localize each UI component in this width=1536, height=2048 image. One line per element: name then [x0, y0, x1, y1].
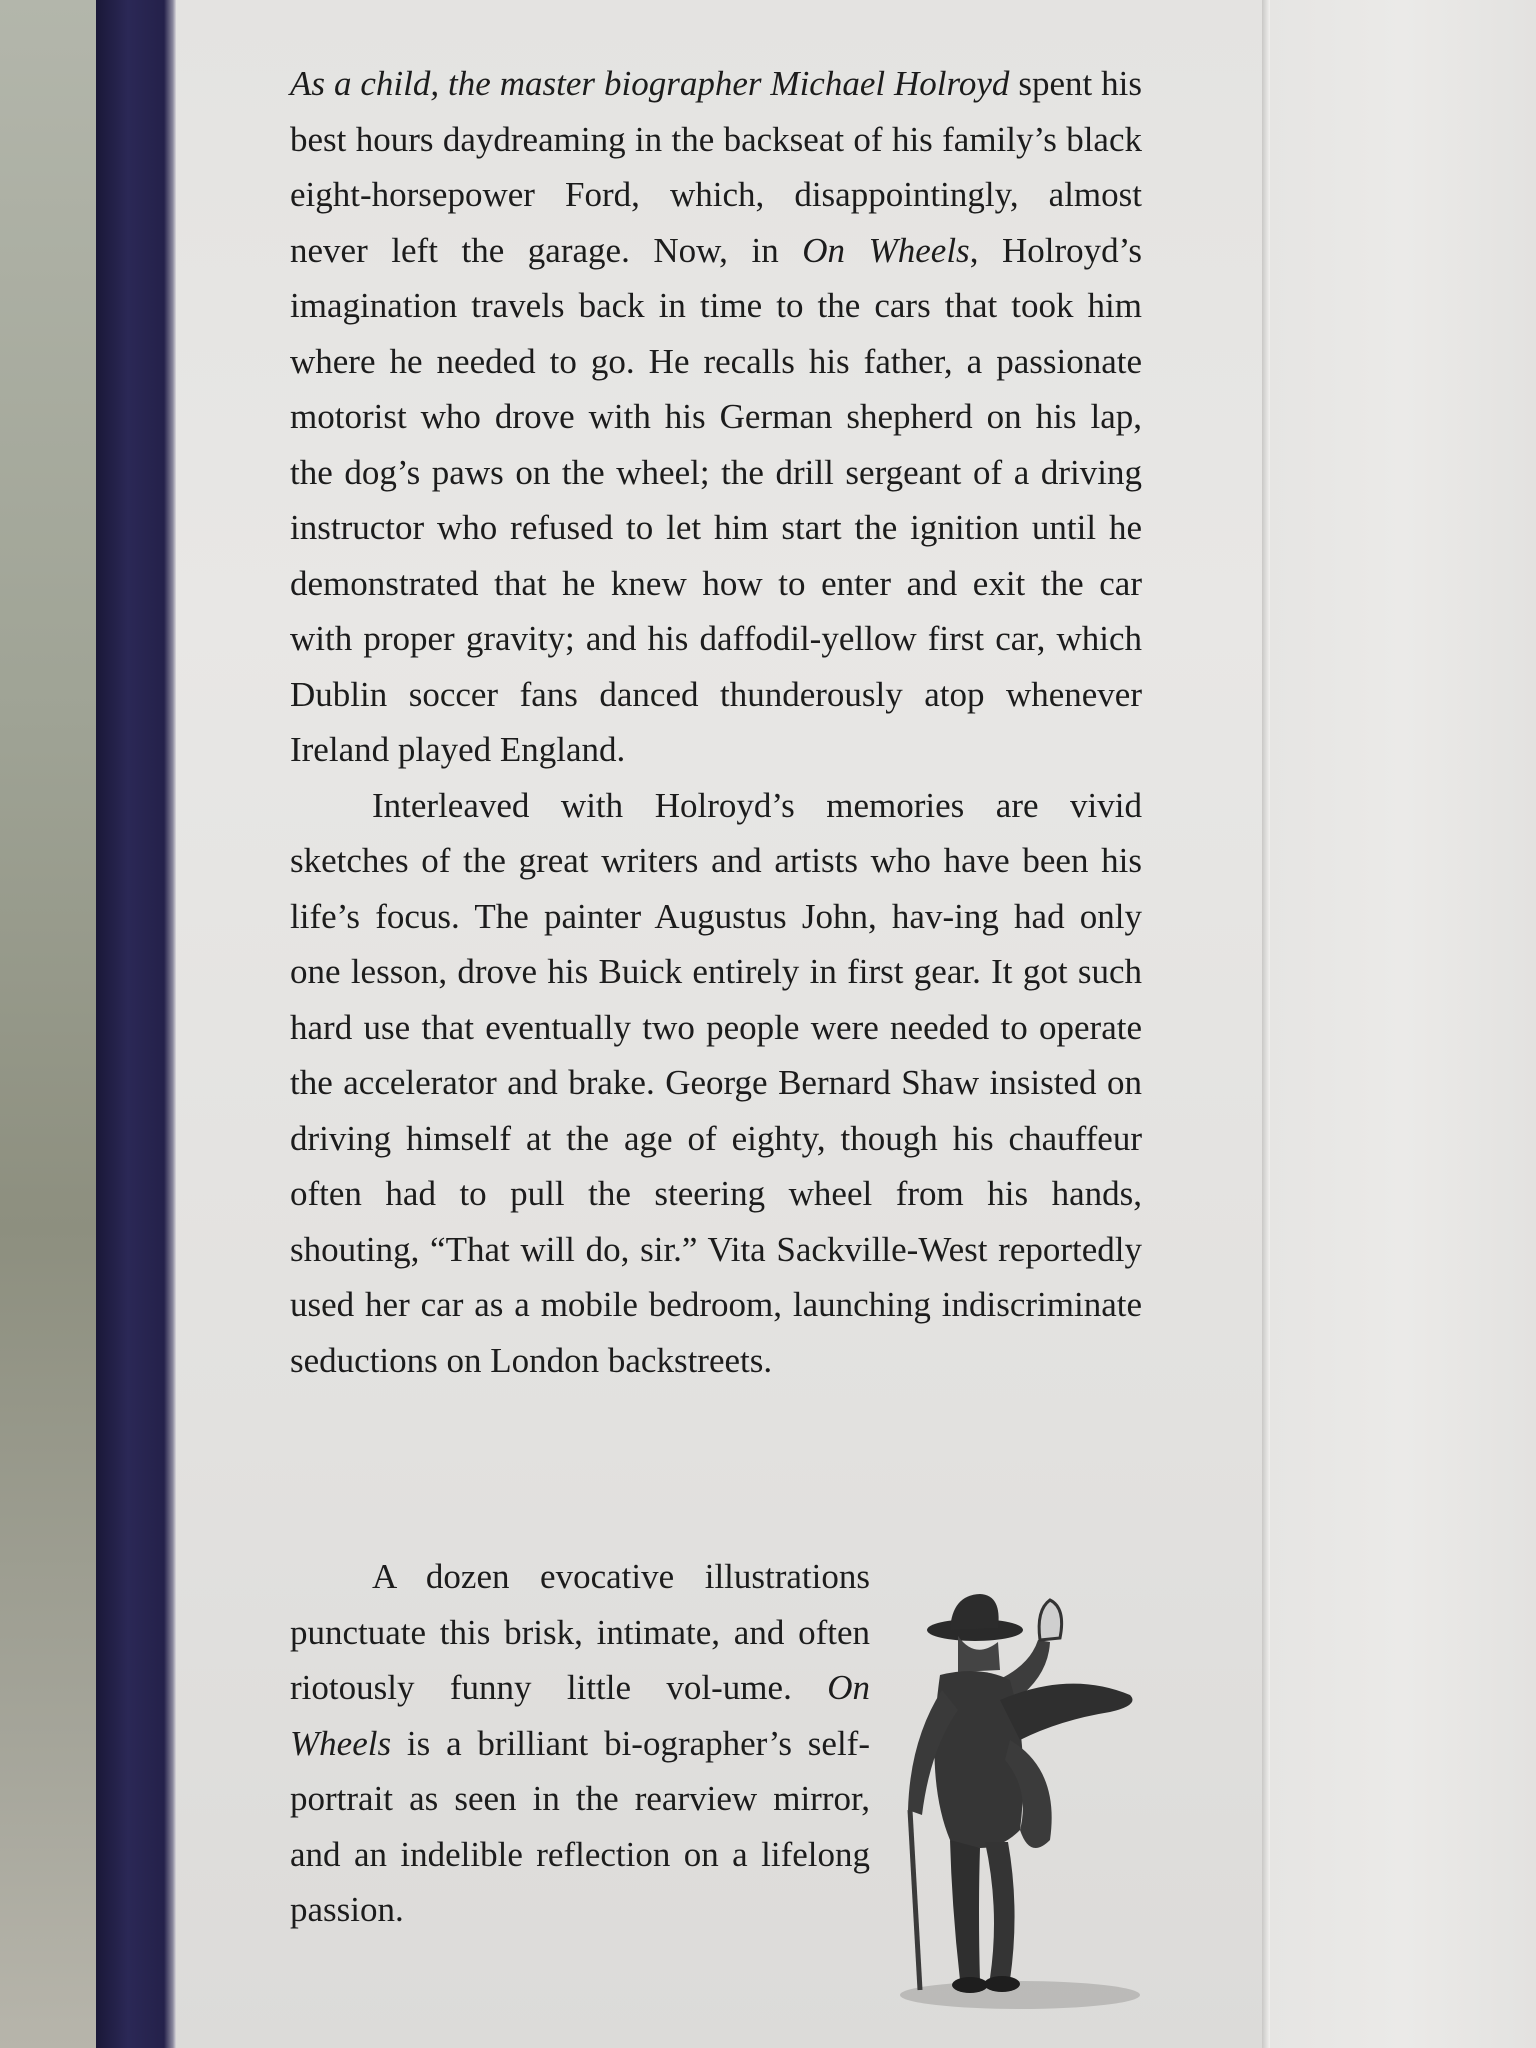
paragraph-3: [290, 1549, 870, 1938]
flap-copy: [290, 56, 1142, 1388]
cane: [910, 1810, 920, 1990]
left-shoe: [952, 1977, 988, 1993]
background-right: [1270, 0, 1536, 2048]
paragraph-2: Interleaved with Holroyd’s memories are vivid sketches of the great writers and artists who have been his life’s focus. The painter Augustus John, hav-ing had only one lesson, drove his Buick entirely in first gear. It got such hard use that eventually two people were needed to operate the accelerator and brake. George Bernard Shaw insisted on driving himself at the age of eighty, though his chauffeur often had to pull the steering wheel from his hands, shouting, “That will do, sir.” Vita Sackville-West reportedly used her car as a mobile bedroom, launching indiscriminate seductions on London backstreets.: [290, 785, 1142, 1380]
left-leg: [950, 1840, 980, 1982]
collar: [958, 1636, 1000, 1672]
book-title: On Wheels: [802, 230, 970, 270]
paragraph-1-text-a: spent his best hours daydreaming in the backseat of his family’s black eight-horsepower Ford, which, disappointingly, almost never left the garage. Now, in: [290, 64, 1142, 270]
paragraph-3-text-b: is a brilliant bi-ographer’s self-portrait as seen in the rearview mirror, and an indelible reflection on a lifelong passion.: [290, 1723, 870, 1929]
paragraph-3-text-a: A dozen evocative illustrations punctuate this brisk, intimate, and often riotously funny little vol-ume.: [290, 1557, 870, 1707]
raised-hand: [1039, 1600, 1062, 1640]
right-leg: [985, 1842, 1015, 1980]
book-spine: [96, 0, 176, 2048]
paragraph-3-block: [290, 1549, 870, 1938]
paragraph-1-lead: As a child, the master biographer Michael Holroyd: [290, 64, 1010, 103]
background-left: [0, 0, 96, 2048]
right-shoe: [984, 1976, 1020, 1992]
paragraph-1: [290, 56, 1142, 778]
illustration-shadow: [900, 1981, 1140, 2009]
walking-man-illustration: [880, 1580, 1210, 2020]
hat-crown: [950, 1594, 999, 1630]
paragraph-1-text-b: , Holroyd’s imagination travels back in time to the cars that took him where he needed to go. He recalls his father, a passionate motorist who drove with his German shepherd on his lap, the dog’s paws on the wheel; the drill sergeant of a driving instructor who refused to let him start the ignition until he demonstrated that he knew how to enter and exit the car with proper gravity; and his daffodil-yellow first car, which Dublin soccer fans danced thunderously atop whenever Ireland played England.: [290, 230, 1142, 769]
book-title: On Wheels: [290, 1668, 870, 1763]
page-edge: [1262, 0, 1270, 2048]
